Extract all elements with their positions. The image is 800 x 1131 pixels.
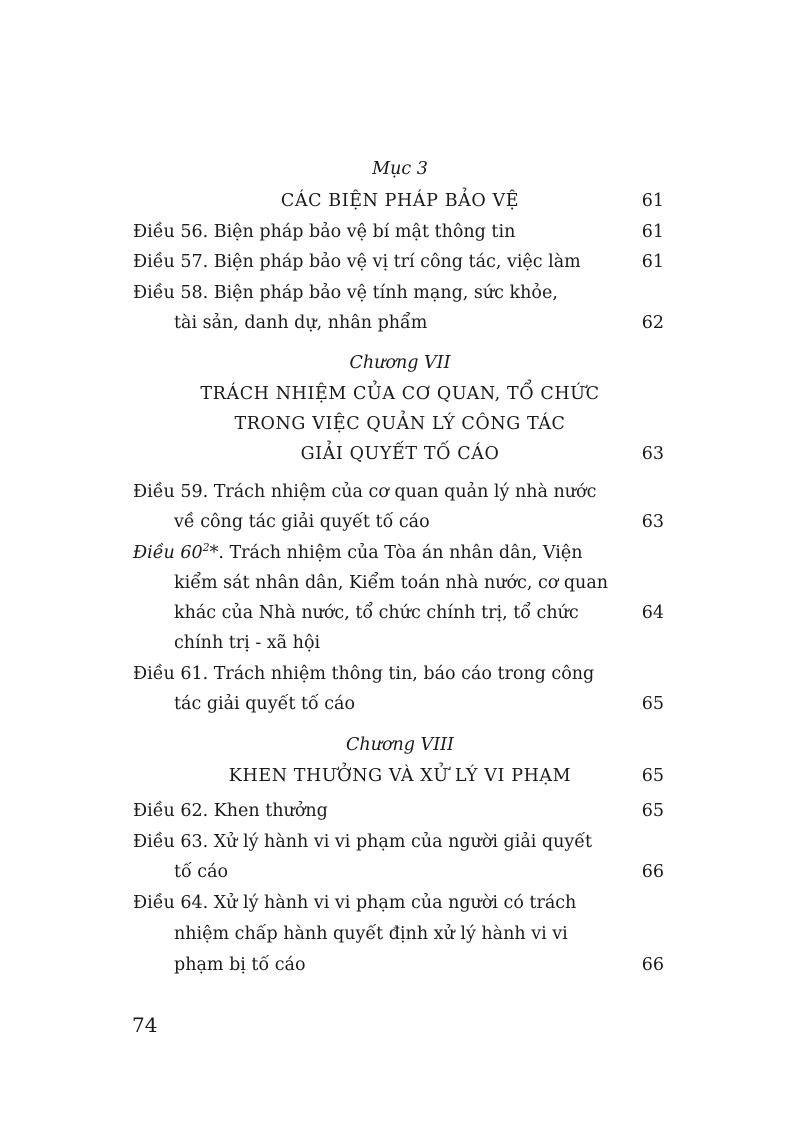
article-57-line-1: Điều 57. Biện pháp bảo vệ vị trí công tác, việc làm: [133, 252, 581, 272]
chapter-title-7-line-3: GIẢI QUYẾT TỐ CÁO: [300, 444, 500, 464]
article-64-line-1: Điều 64. Xử lý hành vi vi phạm của người có trách: [133, 893, 577, 913]
article-64-line-3: phạm bị tố cáo: [174, 955, 306, 975]
page-number: 74: [132, 1013, 158, 1037]
chapter-page-7: 63: [641, 444, 664, 464]
article-60-line-1: [133, 541, 583, 565]
article-64-page: 66: [641, 955, 664, 975]
chapter-title-7-line-1: TRÁCH NHIỆM CỦA CƠ QUAN, TỔ CHỨC: [200, 384, 600, 404]
article-58-page: 62: [641, 313, 664, 333]
article-58-line-1: Điều 58. Biện pháp bảo vệ tính mạng, sức khỏe,: [133, 283, 558, 303]
article-59-page: 63: [641, 512, 664, 532]
chapter-page-8: 65: [641, 766, 664, 786]
article-63-page: 66: [641, 862, 664, 882]
article-61-line-1: Điều 61. Trách nhiệm thông tin, báo cáo trong công: [133, 664, 595, 684]
chapter-title-7-line-2: TRONG VIỆC QUẢN LÝ CÔNG TÁC: [234, 414, 566, 434]
article-56-page: 61: [641, 222, 664, 242]
article-60-prefix: Điều 60: [133, 543, 203, 563]
article-60-line-3: khác của Nhà nước, tổ chức chính trị, tổ chức: [174, 603, 579, 623]
article-63-line-2: tố cáo: [174, 862, 229, 882]
chapter-label-7: Chương VII: [349, 353, 451, 373]
article-59-line-1: Điều 59. Trách nhiệm của cơ quan quản lý nhà nước: [133, 482, 597, 502]
article-60-footnote-mark: 2: [202, 541, 210, 555]
article-60-line-4: chính trị - xã hội: [174, 633, 321, 653]
article-62-page: 65: [641, 801, 664, 821]
article-60-title-start: . Trách nhiệm của Tòa án nhân dân, Viện: [218, 543, 583, 563]
chapter-label-8: Chương VIII: [346, 735, 454, 755]
article-57-page: 61: [641, 252, 664, 272]
article-60-line-2: kiểm sát nhân dân, Kiểm toán nhà nước, cơ quan: [174, 573, 609, 593]
article-63-line-1: Điều 63. Xử lý hành vi vi phạm của người giải quyết: [133, 832, 593, 852]
article-60-page: 64: [641, 603, 664, 623]
chapter-title-8: KHEN THƯỞNG VÀ XỬ LÝ VI PHẠM: [228, 766, 572, 786]
article-61-line-2: tác giải quyết tố cáo: [174, 694, 356, 714]
section-label-muc3: Mục 3: [372, 159, 428, 179]
article-59-line-2: về công tác giải quyết tố cáo: [174, 512, 430, 532]
article-64-line-2: nhiệm chấp hành quyết định xử lý hành vi vi: [174, 924, 568, 944]
article-56-line-1: Điều 56. Biện pháp bảo vệ bí mật thông tin: [133, 222, 516, 242]
article-60-star: *: [209, 543, 219, 563]
article-61-page: 65: [641, 694, 664, 714]
section-page-muc3: 61: [641, 191, 664, 211]
article-58-line-2: tài sản, danh dự, nhân phẩm: [174, 313, 428, 333]
article-62-line-1: Điều 62. Khen thưởng: [133, 801, 328, 821]
section-title-muc3: CÁC BIỆN PHÁP BẢO VỆ: [280, 191, 520, 211]
